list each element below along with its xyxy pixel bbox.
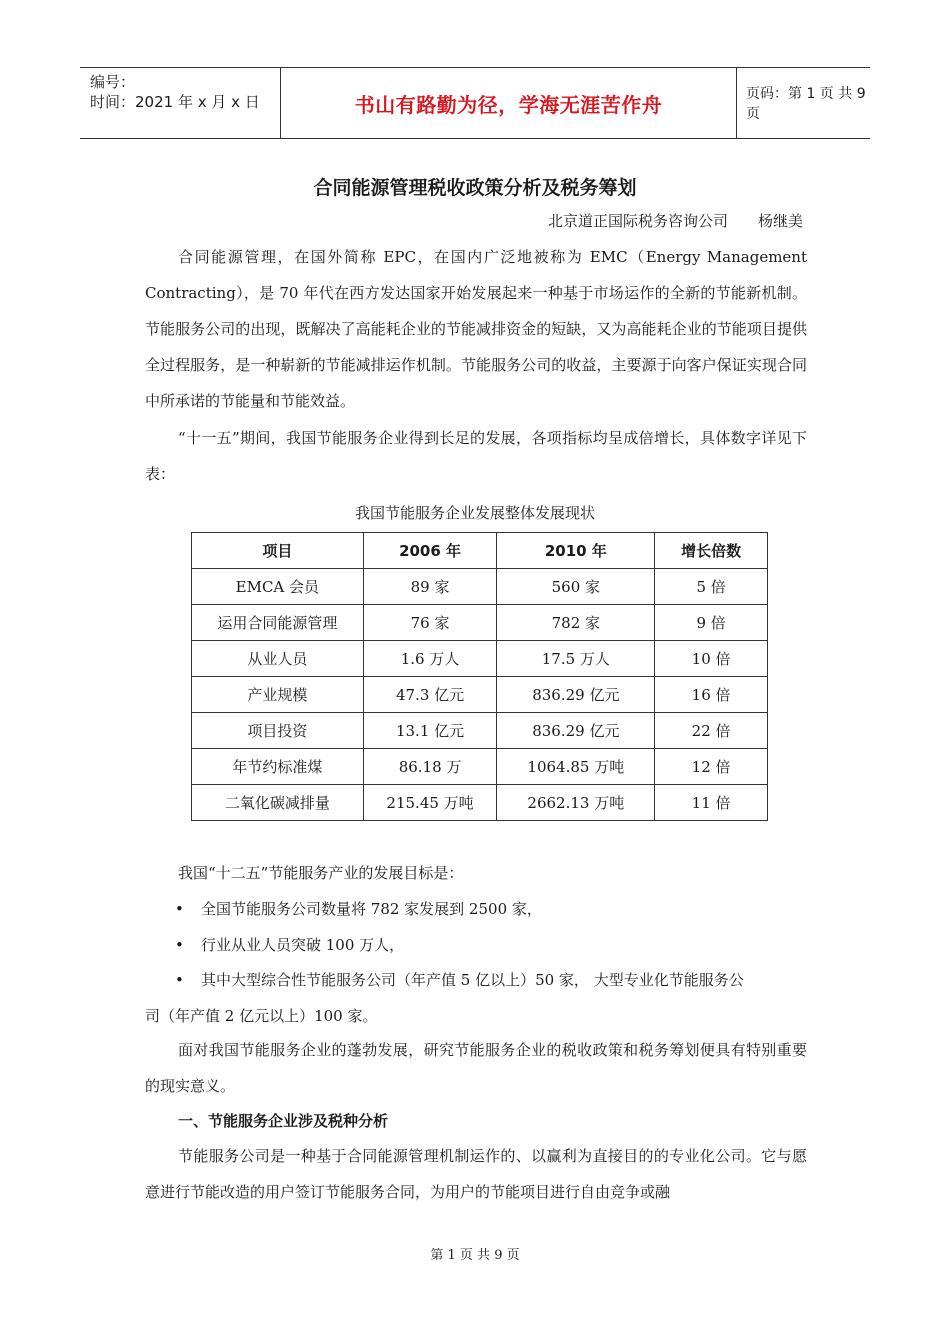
table-cell: 89 家 [363,569,497,605]
development-status-table [191,532,768,821]
bullet-text: 全国节能服务公司数量将 782 家发展到 2500 家， [201,900,542,918]
table-header-cell: 2010 年 [497,533,655,569]
author-line [548,210,803,231]
paragraph-eleventh-five-year: “十一五”期间，我国节能服务企业得到长足的发展，各项指标均呈成倍增长，具体数字详见下表： [145,429,807,483]
table-header-cell: 增长倍数 [655,533,768,569]
header-motto-cell [280,68,737,138]
table-cell: 22 倍 [655,713,768,749]
table-header-cell: 项目 [192,533,364,569]
bullet-text: 其中大型综合性节能服务公司（年产值 5 亿以上）50 家， 大型专业化节能服务公 [201,971,744,989]
section-heading: 一、节能服务企业涉及税种分析 [178,1112,389,1130]
header-page-cell [736,68,870,138]
table-row [192,677,768,713]
table-cell: 运用合同能源管理 [192,605,364,641]
table-cell: 76 家 [363,605,497,641]
table-cell: 年节约标准煤 [192,749,364,785]
table-cell: 16 倍 [655,677,768,713]
table-cell: 13.1 亿元 [363,713,497,749]
table-cell: 1064.85 万吨 [497,749,655,785]
table-cell: 产业规模 [192,677,364,713]
table-cell: 二氧化碳减排量 [192,785,364,821]
bullet-text: 行业从业人员突破 100 万人， [201,936,405,954]
table-cell: 9 倍 [655,605,768,641]
table-caption: 我国节能服务企业发展整体发展现状 [354,504,595,522]
document-number-label: 编号： [90,73,136,91]
header-meta-cell [80,68,280,138]
document-time-label: 时间：2021 年 x 月 x 日 [90,93,260,111]
table-cell: 86.18 万 [363,749,497,785]
document-title: 合同能源管理税收政策分析及税务筹划 [313,177,637,199]
table-cell: 560 家 [497,569,655,605]
table-row [192,605,768,641]
table-cell: 项目投资 [192,713,364,749]
table-cell: 从业人员 [192,641,364,677]
author-name: 杨继美 [757,212,803,230]
table-cell: 12 倍 [655,749,768,785]
bullet-item [175,898,542,919]
table-cell: 17.5 万人 [497,641,655,677]
table-cell: 836.29 亿元 [497,677,655,713]
page-footer: 第 1 页 共 9 页 [430,1248,520,1263]
table-cell: 1.6 万人 [363,641,497,677]
table-cell: 47.3 亿元 [363,677,497,713]
table-row [192,785,768,821]
bullet-item [175,969,744,990]
table-row [192,713,768,749]
table-cell: 11 倍 [655,785,768,821]
header-motto: 书山有路勤为径，学海无涯苦作舟 [354,92,663,117]
bullet-continuation: 司（年产值 2 亿元以上）100 家。 [145,1007,378,1025]
paragraph-intro: 合同能源管理，在国外简称 EPC，在国内广泛地被称为 EMC（Energy Management Contracting），是 70 年代在西方发达国家开始发展起来一种基于市场运作的全新的节能新机制。节能服务公司的出现，既解决了高能耗企业的节能减排资金的短缺，又为高能耗企业的节能项目提供全过程服务，是一种崭新的节能减排运作机制。节能服务公司的收益，主要源于向客户保证实现合同中所承诺的节能量和节能效益。 [145,248,807,410]
table-cell: 2662.13 万吨 [497,785,655,821]
table-row [192,749,768,785]
table-row [192,569,768,605]
table-cell: 5 倍 [655,569,768,605]
bullet-item [175,934,404,955]
paragraph-twelfth-five-year: 我国“十二五”节能服务产业的发展目标是： [178,864,464,882]
page-header [80,67,870,139]
paragraph-significance: 面对我国节能服务企业的蓬勃发展，研究节能服务企业的税收政策和税务筹划便具有特别重要的现实意义。 [145,1041,807,1095]
table-cell: 836.29 亿元 [497,713,655,749]
header-page-number: 页码：第 1 页 共 9 页 [746,86,866,122]
table-row [192,641,768,677]
bullet-symbol: • [175,971,184,989]
table-cell: EMCA 会员 [192,569,364,605]
table-cell: 215.45 万吨 [363,785,497,821]
table-cell: 10 倍 [655,641,768,677]
bullet-symbol: • [175,900,184,918]
bullet-symbol: • [175,936,184,954]
table-header-row [192,533,768,569]
table-header-cell: 2006 年 [363,533,497,569]
paragraph-service-company: 节能服务公司是一种基于合同能源管理机制运作的、以赢利为直接目的的专业化公司。它与愿意进行节能改造的用户签订节能服务合同，为用户的节能项目进行自由竞争或融 [145,1147,807,1201]
table-cell: 782 家 [497,605,655,641]
author-organization: 北京道正国际税务咨询公司 [547,212,728,230]
